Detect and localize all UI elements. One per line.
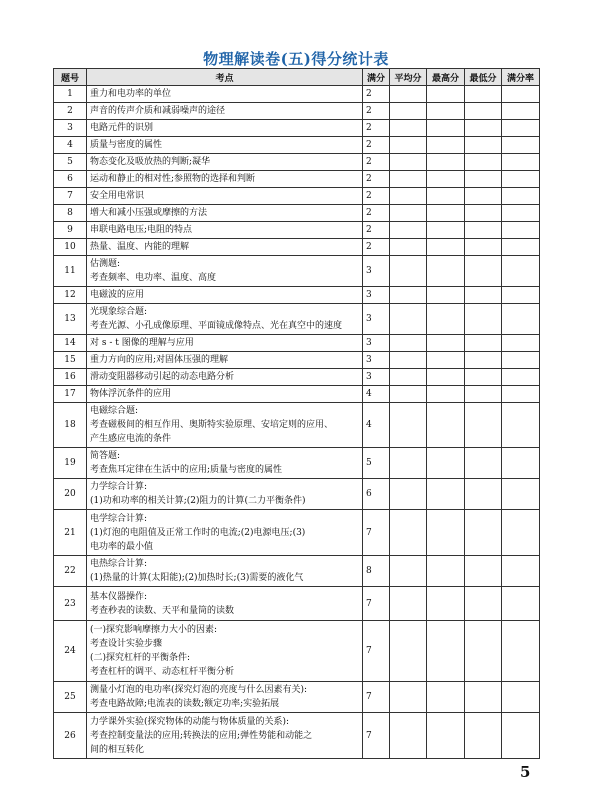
table-row <box>54 103 540 120</box>
exam-point <box>87 188 363 205</box>
question-number: 15 <box>54 352 87 369</box>
highest-cell <box>427 304 465 335</box>
average-cell <box>390 448 427 479</box>
average-cell <box>390 369 427 386</box>
exam-point-line: 电学综合计算: <box>90 513 148 524</box>
header-lowest: 最低分 <box>465 69 502 86</box>
exam-point-line: 估测题: <box>90 259 121 269</box>
exam-point <box>87 86 363 103</box>
exam-point-line: (1)热量的计算(太阳能);(2)加热时长;(3)需要的液化气 <box>90 573 304 583</box>
highest-cell <box>427 120 465 137</box>
exam-point-line: (1)灯泡的电阻值及正常工作时的电流;(2)电源电压;(3) <box>90 527 306 538</box>
exam-point-line: 串联电路电压;电阻的特点 <box>90 225 193 235</box>
lowest-cell <box>465 137 502 154</box>
exam-point <box>87 256 363 287</box>
lowest-cell <box>465 479 502 510</box>
lowest-cell <box>465 556 502 587</box>
highest-cell <box>427 682 465 713</box>
exam-point-line: 电功率的最小值 <box>90 541 154 552</box>
exam-point <box>87 171 363 188</box>
full-rate-cell <box>502 556 540 587</box>
exam-point-line: 电磁波的应用 <box>90 290 145 300</box>
highest-cell <box>427 154 465 171</box>
average-cell <box>390 205 427 222</box>
exam-point <box>87 587 363 621</box>
highest-cell <box>427 510 465 556</box>
exam-point-line: 滑动变阻器移动引起的动态电路分析 <box>90 372 235 382</box>
table-row <box>54 587 540 621</box>
exam-point-line: 考查控制变量法的应用;转换法的应用;弹性势能和动能之 <box>90 730 313 741</box>
exam-point-line: 产生感应电流的条件 <box>90 434 172 444</box>
full-score-cell: 2 <box>363 137 390 154</box>
table-row <box>54 713 540 759</box>
exam-point <box>87 713 363 759</box>
exam-point <box>87 239 363 256</box>
lowest-cell <box>465 86 502 103</box>
highest-cell <box>427 205 465 222</box>
lowest-cell <box>465 304 502 335</box>
exam-point-line: 测量小灯泡的电功率(探究灯泡的亮度与什么因素有关): <box>90 685 308 695</box>
question-number: 23 <box>54 587 87 621</box>
full-rate-cell <box>502 205 540 222</box>
full-rate-cell <box>502 171 540 188</box>
question-number: 16 <box>54 369 87 386</box>
full-rate-cell <box>502 103 540 120</box>
full-score-cell: 3 <box>363 352 390 369</box>
table-row <box>54 403 540 448</box>
highest-cell <box>427 448 465 479</box>
question-number: 10 <box>54 239 87 256</box>
highest-cell <box>427 713 465 759</box>
table-title: 物理解读卷(五)得分统计表 <box>203 50 389 68</box>
exam-point-line: 重力方向的应用;对固体压强的理解 <box>90 355 229 365</box>
lowest-cell <box>465 386 502 403</box>
lowest-cell <box>465 713 502 759</box>
full-rate-cell <box>502 479 540 510</box>
full-score-cell: 2 <box>363 154 390 171</box>
header-average: 平均分 <box>390 69 427 86</box>
full-score-cell: 2 <box>363 171 390 188</box>
highest-cell <box>427 556 465 587</box>
question-number: 17 <box>54 386 87 403</box>
exam-point-line: 考查电路故障;电流表的读数;额定功率;实验拓展 <box>90 699 280 709</box>
exam-point-line: 考查光源、小孔成像原理、平面镜成像特点、光在真空中的速度 <box>90 321 343 331</box>
highest-cell <box>427 386 465 403</box>
lowest-cell <box>465 621 502 682</box>
exam-point-line: 安全用电常识 <box>90 191 145 201</box>
question-number: 2 <box>54 103 87 120</box>
highest-cell <box>427 335 465 352</box>
full-rate-cell <box>502 621 540 682</box>
exam-point-line: 考查磁极间的相互作用、奥斯特实验原理、安培定则的应用、 <box>90 420 334 430</box>
average-cell <box>390 713 427 759</box>
highest-cell <box>427 479 465 510</box>
highest-cell <box>427 137 465 154</box>
highest-cell <box>427 403 465 448</box>
full-score-cell: 3 <box>363 256 390 287</box>
full-score-cell: 3 <box>363 369 390 386</box>
full-score-cell: 7 <box>363 682 390 713</box>
highest-cell <box>427 239 465 256</box>
full-score-cell: 7 <box>363 587 390 621</box>
lowest-cell <box>465 256 502 287</box>
table-row <box>54 239 540 256</box>
lowest-cell <box>465 352 502 369</box>
average-cell <box>390 682 427 713</box>
header-exam-point: 考点 <box>87 69 363 86</box>
full-score-cell: 7 <box>363 621 390 682</box>
question-number: 26 <box>54 713 87 759</box>
exam-point-line: 考查频率、电功率、温度、高度 <box>90 273 217 283</box>
full-rate-cell <box>502 335 540 352</box>
exam-point-line: 考查设计实验步骤 <box>90 639 163 649</box>
exam-point-line: (1)功和功率的相关计算;(2)阻力的计算(二力平衡条件) <box>90 496 306 506</box>
exam-point-line: 质量与密度的属性 <box>90 140 163 150</box>
full-rate-cell <box>502 154 540 171</box>
average-cell <box>390 287 427 304</box>
table-row <box>54 352 540 369</box>
lowest-cell <box>465 120 502 137</box>
average-cell <box>390 403 427 448</box>
average-cell <box>390 621 427 682</box>
lowest-cell <box>465 103 502 120</box>
question-number: 24 <box>54 621 87 682</box>
exam-point-line: 物态变化及吸放热的判断;凝华 <box>90 157 211 167</box>
full-rate-cell <box>502 352 540 369</box>
average-cell <box>390 154 427 171</box>
exam-point <box>87 621 363 682</box>
full-score-cell: 8 <box>363 556 390 587</box>
full-rate-cell <box>502 120 540 137</box>
exam-point-line: 基本仪器操作: <box>90 591 148 602</box>
exam-point <box>87 154 363 171</box>
full-score-cell: 4 <box>363 403 390 448</box>
average-cell <box>390 335 427 352</box>
question-number: 21 <box>54 510 87 556</box>
highest-cell <box>427 287 465 304</box>
full-score-cell: 2 <box>363 188 390 205</box>
average-cell <box>390 479 427 510</box>
score-statistics-table <box>53 68 540 759</box>
table-row <box>54 171 540 188</box>
header-row <box>54 69 540 86</box>
exam-point-line: 重力和电功率的单位 <box>90 89 172 99</box>
question-number: 11 <box>54 256 87 287</box>
average-cell <box>390 556 427 587</box>
table-row <box>54 304 540 335</box>
table-row <box>54 86 540 103</box>
exam-point-line: 增大和减小压强或摩擦的方法 <box>90 208 208 218</box>
average-cell <box>390 103 427 120</box>
table-row <box>54 154 540 171</box>
exam-point <box>87 448 363 479</box>
full-rate-cell <box>502 86 540 103</box>
exam-point <box>87 510 363 556</box>
exam-point-line: 考查秒表的读数、天平和量筒的读数 <box>90 605 235 616</box>
question-number: 7 <box>54 188 87 205</box>
table-row <box>54 479 540 510</box>
exam-point-line: 电热综合计算: <box>90 559 148 569</box>
table-row <box>54 287 540 304</box>
table-row <box>54 448 540 479</box>
question-number: 5 <box>54 154 87 171</box>
highest-cell <box>427 86 465 103</box>
lowest-cell <box>465 239 502 256</box>
average-cell <box>390 239 427 256</box>
table-row <box>54 386 540 403</box>
exam-point-line: 电磁综合题: <box>90 406 139 416</box>
highest-cell <box>427 352 465 369</box>
lowest-cell <box>465 682 502 713</box>
full-rate-cell <box>502 256 540 287</box>
highest-cell <box>427 222 465 239</box>
full-score-cell: 4 <box>363 386 390 403</box>
question-number: 13 <box>54 304 87 335</box>
table-row <box>54 222 540 239</box>
average-cell <box>390 256 427 287</box>
highest-cell <box>427 621 465 682</box>
full-score-cell: 2 <box>363 222 390 239</box>
full-rate-cell <box>502 403 540 448</box>
full-rate-cell <box>502 587 540 621</box>
exam-point <box>87 369 363 386</box>
lowest-cell <box>465 154 502 171</box>
question-number: 3 <box>54 120 87 137</box>
average-cell <box>390 188 427 205</box>
full-score-cell: 7 <box>363 510 390 556</box>
table-row <box>54 205 540 222</box>
exam-point-line: 光现象综合题: <box>90 307 148 317</box>
question-number: 25 <box>54 682 87 713</box>
table-row <box>54 335 540 352</box>
header-full-score: 满分 <box>363 69 390 86</box>
lowest-cell <box>465 448 502 479</box>
exam-point <box>87 120 363 137</box>
highest-cell <box>427 587 465 621</box>
lowest-cell <box>465 510 502 556</box>
table-row <box>54 682 540 713</box>
average-cell <box>390 222 427 239</box>
average-cell <box>390 386 427 403</box>
question-number: 20 <box>54 479 87 510</box>
full-score-cell: 3 <box>363 304 390 335</box>
exam-point-line: 对 s - t 图像的理解与应用 <box>90 338 194 348</box>
full-rate-cell <box>502 239 540 256</box>
full-rate-cell <box>502 369 540 386</box>
exam-point <box>87 335 363 352</box>
exam-point-line: 运动和静止的相对性;参照物的选择和判断 <box>90 174 256 184</box>
full-rate-cell <box>502 682 540 713</box>
average-cell <box>390 352 427 369</box>
average-cell <box>390 587 427 621</box>
highest-cell <box>427 103 465 120</box>
full-rate-cell <box>502 222 540 239</box>
question-number: 6 <box>54 171 87 188</box>
exam-point-line: 声音的传声介质和减弱噪声的途径 <box>90 106 226 116</box>
page-number: 5 <box>520 763 531 781</box>
exam-point-line: 力学课外实验(探究物体的动能与物体质量的关系): <box>90 716 290 727</box>
full-score-cell: 2 <box>363 103 390 120</box>
exam-point <box>87 205 363 222</box>
lowest-cell <box>465 188 502 205</box>
table-row <box>54 369 540 386</box>
table-row <box>54 510 540 556</box>
full-score-cell: 2 <box>363 120 390 137</box>
lowest-cell <box>465 171 502 188</box>
exam-point <box>87 556 363 587</box>
table-row <box>54 120 540 137</box>
question-number: 1 <box>54 86 87 103</box>
header-full-rate: 满分率 <box>502 69 540 86</box>
full-rate-cell <box>502 386 540 403</box>
question-number: 8 <box>54 205 87 222</box>
exam-point <box>87 352 363 369</box>
full-score-cell: 2 <box>363 239 390 256</box>
lowest-cell <box>465 335 502 352</box>
full-rate-cell <box>502 188 540 205</box>
question-number: 22 <box>54 556 87 587</box>
table-row <box>54 621 540 682</box>
question-number: 4 <box>54 137 87 154</box>
exam-point-line: 电路元件的识别 <box>90 123 154 133</box>
full-rate-cell <box>502 510 540 556</box>
exam-point <box>87 222 363 239</box>
table-row <box>54 137 540 154</box>
full-score-cell: 2 <box>363 86 390 103</box>
table-row <box>54 256 540 287</box>
lowest-cell <box>465 369 502 386</box>
exam-point-line: 间的相互转化 <box>90 744 145 755</box>
lowest-cell <box>465 587 502 621</box>
exam-point <box>87 386 363 403</box>
average-cell <box>390 304 427 335</box>
full-score-cell: 6 <box>363 479 390 510</box>
question-number: 14 <box>54 335 87 352</box>
header-question-no: 题号 <box>54 69 87 86</box>
exam-point-line: 力学综合计算: <box>90 482 148 492</box>
table-row <box>54 188 540 205</box>
exam-point <box>87 682 363 713</box>
exam-point-line: (一)探究影响摩擦力大小的因素: <box>90 625 218 635</box>
full-rate-cell <box>502 448 540 479</box>
exam-point-line: (二)探究杠杆的平衡条件: <box>90 653 191 663</box>
exam-point-line: 简答题: <box>90 451 121 461</box>
average-cell <box>390 510 427 556</box>
average-cell <box>390 171 427 188</box>
question-number: 9 <box>54 222 87 239</box>
question-number: 19 <box>54 448 87 479</box>
full-score-cell: 2 <box>363 205 390 222</box>
exam-point-line: 物体浮沉条件的应用 <box>90 389 172 399</box>
lowest-cell <box>465 222 502 239</box>
average-cell <box>390 86 427 103</box>
exam-point-line: 考查焦耳定律在生活中的应用;质量与密度的属性 <box>90 465 283 475</box>
average-cell <box>390 137 427 154</box>
full-rate-cell <box>502 304 540 335</box>
lowest-cell <box>465 403 502 448</box>
exam-point <box>87 287 363 304</box>
exam-point-line: 考查杠杆的调平、动态杠杆平衡分析 <box>90 667 235 677</box>
exam-point-line: 热量、温度、内能的理解 <box>90 242 190 252</box>
exam-point <box>87 304 363 335</box>
full-score-cell: 7 <box>363 713 390 759</box>
full-rate-cell <box>502 137 540 154</box>
full-score-cell: 3 <box>363 287 390 304</box>
full-score-cell: 3 <box>363 335 390 352</box>
table-body <box>54 86 540 759</box>
highest-cell <box>427 369 465 386</box>
lowest-cell <box>465 287 502 304</box>
highest-cell <box>427 256 465 287</box>
full-score-cell: 5 <box>363 448 390 479</box>
full-rate-cell <box>502 287 540 304</box>
lowest-cell <box>465 205 502 222</box>
header-highest: 最高分 <box>427 69 465 86</box>
table-row <box>54 556 540 587</box>
exam-point <box>87 103 363 120</box>
exam-point <box>87 479 363 510</box>
question-number: 12 <box>54 287 87 304</box>
exam-point <box>87 137 363 154</box>
highest-cell <box>427 171 465 188</box>
highest-cell <box>427 188 465 205</box>
full-rate-cell <box>502 713 540 759</box>
average-cell <box>390 120 427 137</box>
exam-point <box>87 403 363 448</box>
question-number: 18 <box>54 403 87 448</box>
